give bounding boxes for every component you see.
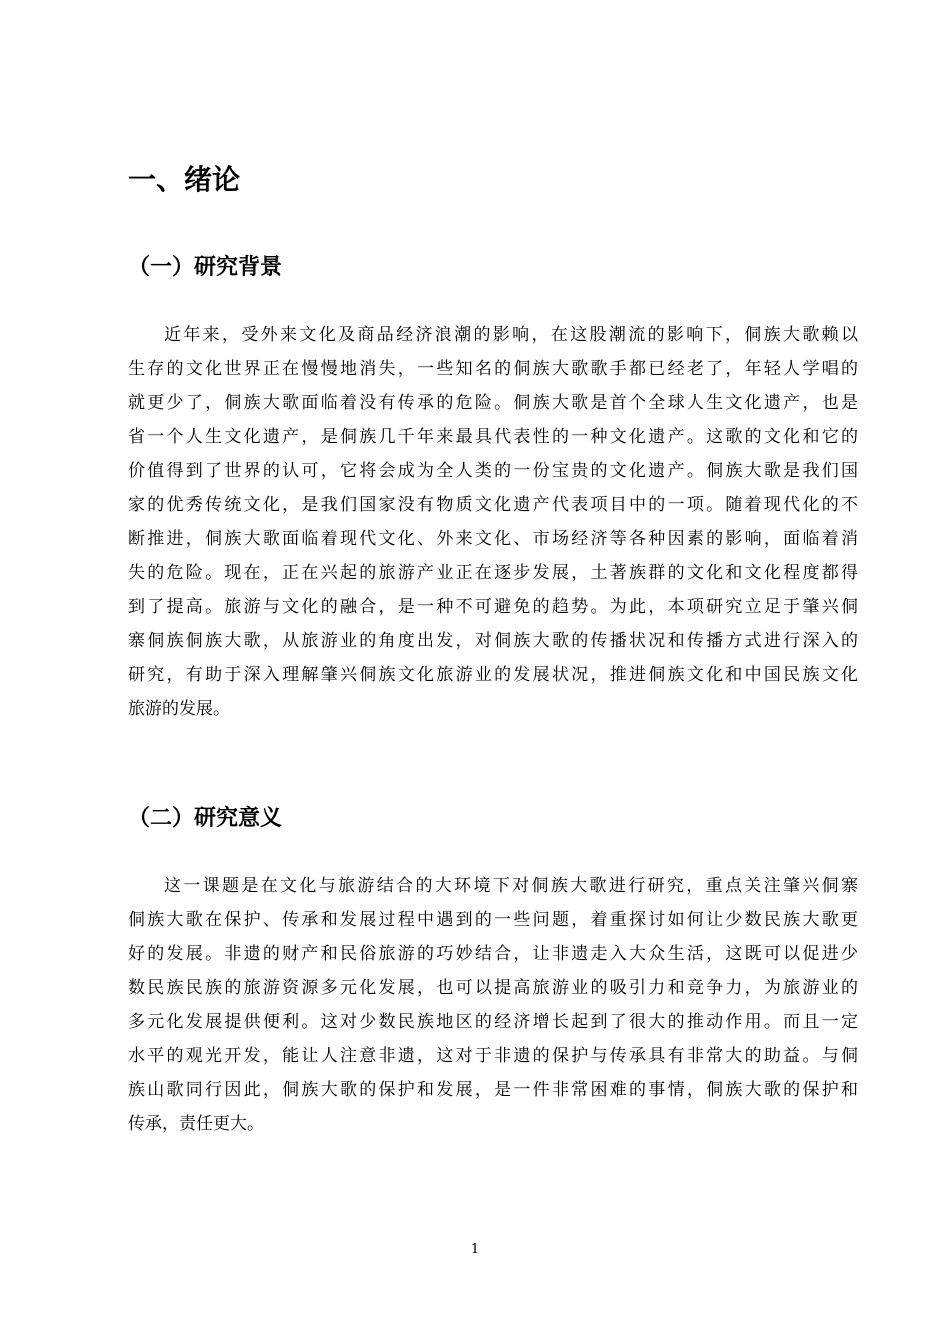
paragraph-line: 旅游的发展。 [128,699,230,719]
paragraph-line: 这一课题是在文化与旅游结合的大环境下对侗族大歌进行研究，重点关注肇兴侗寨 [164,876,858,896]
paragraph-line: 数民族民族的旅游资源多元化发展，也可以提高旅游业的吸引力和竞争力，为旅游业的 [128,978,858,998]
paragraph-line: 研究，有助于深入理解肇兴侗族文化旅游业的发展状况，推进侗族文化和中国民族文化 [128,665,858,685]
paragraph-line: 失的危险。现在，正在兴起的旅游产业正在逐步发展，土著族群的文化和文化程度都得 [128,563,858,583]
paragraph-line: 好的发展。非遗的财产和民俗旅游的巧妙结合，让非遗走入大众生活，这既可以促进少 [128,944,858,964]
paragraph-line: 到了提高。旅游与文化的融合，是一种不可避免的趋势。为此，本项研究立足于肇兴侗 [128,597,858,617]
paragraph-line: 水平的观光开发，能让人注意非遗，这对于非遗的保护与传承具有非常大的助益。与侗 [128,1046,858,1066]
paragraph-research-significance [128,869,858,1141]
section-heading-significance: （二）研究意义 [128,806,283,831]
section-heading-background: （一）研究背景 [128,255,283,280]
chapter-title: 一、绪论 [128,163,241,196]
paragraph-line: 省一个人生文化遗产，是侗族几千年来最具代表性的一种文化遗产。这歌的文化和它的 [128,427,858,447]
paragraph-line: 生存的文化世界正在慢慢地消失，一些知名的侗族大歌歌手都已经老了，年轻人学唱的 [128,359,858,379]
paragraph-line: 寨侗族侗族大歌，从旅游业的角度出发，对侗族大歌的传播状况和传播方式进行深入的 [128,631,858,651]
paragraph-research-background [128,318,858,726]
paragraph-line: 断推进，侗族大歌面临着现代文化、外来文化、市场经济等各种因素的影响，面临着消 [128,529,858,549]
paragraph-line: 侗族大歌在保护、传承和发展过程中遇到的一些问题，着重探讨如何让少数民族大歌更 [128,910,858,930]
paragraph-line: 就更少了，侗族大歌面临着没有传承的危险。侗族大歌是首个全球人生文化遗产，也是 [128,393,858,413]
paragraph-line: 家的优秀传统文化，是我们国家没有物质文化遗产代表项目中的一项。随着现代化的不 [128,495,858,515]
paragraph-line: 价值得到了世界的认可，它将会成为全人类的一份宝贵的文化遗产。侗族大歌是我们国 [128,461,858,481]
paragraph-line: 多元化发展提供便利。这对少数民族地区的经济增长起到了很大的推动作用。而且一定 [128,1012,858,1032]
paragraph-line: 近年来，受外来文化及商品经济浪潮的影响，在这股潮流的影响下，侗族大歌赖以 [164,325,858,345]
page-number: 1 [470,1242,480,1257]
paragraph-line: 传承，责任更大。 [128,1114,264,1134]
paragraph-line: 族山歌同行因此，侗族大歌的保护和发展，是一件非常困难的事情，侗族大歌的保护和 [128,1080,858,1100]
